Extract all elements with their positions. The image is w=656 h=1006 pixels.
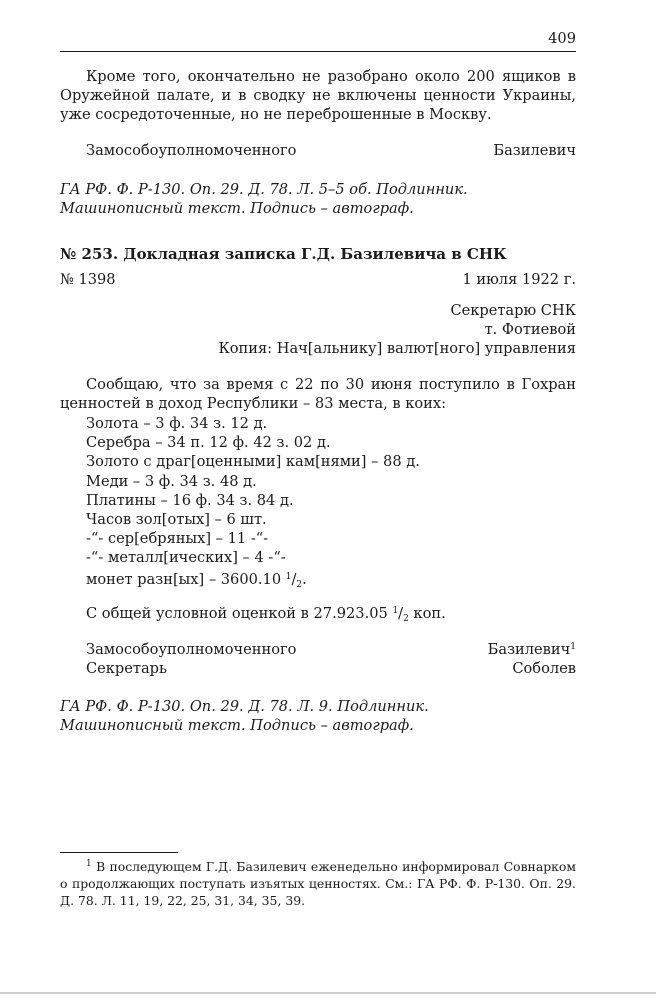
signature-name: Базилевич	[493, 142, 576, 159]
doc-number-date-row	[60, 270, 576, 289]
list-item: Серебра – 34 п. 12 ф. 42 з. 02 д.	[86, 434, 331, 452]
source-line: Машинописный текст. Подпись – автограф.	[60, 717, 414, 734]
list-item: Платины – 16 ф. 34 з. 84 д.	[86, 491, 294, 509]
signature-name: Базилевич$^1$	[487, 641, 576, 658]
addressee-block	[60, 301, 576, 358]
signature-row-3	[60, 659, 576, 678]
archive-source-1	[60, 180, 576, 218]
footnote	[60, 858, 576, 909]
signature-row-1	[60, 141, 576, 160]
page-number: 409	[548, 30, 576, 47]
signature-row-2	[60, 640, 576, 659]
page-bottom-edge	[0, 992, 656, 994]
addressee-line: Секретарю СНК	[450, 302, 576, 319]
signature-name: Соболев	[512, 660, 576, 677]
list-item: -“- сер[ебряных] – 11 -“-	[86, 530, 269, 548]
footnote-number: 1	[86, 859, 92, 869]
signature-role: Замособоуполномоченного	[86, 641, 297, 658]
list-item: Золото с драг[оценными] кам[нями] – 88 д.	[86, 453, 420, 471]
list-item-coins: монет разн[ых] – 3600.10 $^1/_2$.	[86, 570, 307, 590]
valuables-list	[86, 414, 566, 595]
archive-source-2	[60, 697, 576, 735]
list-item: Меди – 3 ф. 34 з. 48 д.	[86, 472, 257, 490]
source-line: Машинописный текст. Подпись – автограф.	[60, 200, 414, 217]
footnote-mark: 1	[570, 642, 576, 652]
signature-role: Секретарь	[86, 660, 167, 677]
doc-number: № 1398	[60, 271, 116, 288]
list-item: -“- металл[ических] – 4 -“-	[86, 549, 286, 567]
addressee-line: т. Фотиевой	[484, 321, 576, 338]
list-item: Золота – 3 ф. 34 з. 12 д.	[86, 415, 268, 432]
report-intro: Сообщаю, что за время с 22 по 30 июня поступило в Гохран ценностей в доход Республики – 83 места, в коих:	[60, 376, 576, 412]
doc-date: 1 июля 1922 г.	[462, 271, 576, 288]
source-line: ГА РФ. Ф. Р-130. Оп. 29. Д. 78. Л. 9. Подлинник.	[60, 698, 429, 715]
source-line: ГА РФ. Ф. Р-130. Оп. 29. Д. 78. Л. 5–5 об. Подлинник.	[60, 181, 468, 198]
header-rule	[60, 51, 576, 52]
list-item: Часов зол[отых] – 6 шт.	[86, 511, 267, 529]
signature-role: Замособоуполномоченного	[86, 142, 297, 159]
top-paragraph: Кроме того, окончательно не разобрано около 200 ящиков в Оружейной палате, и в сводку не включены ценности Украины, уже сосредоточенные, но не переброшенные в Москву.	[60, 68, 576, 123]
footnote-text: В последующем Г.Д. Базилевич еженедельно информировал Совнарком о продолжающих поступать изъятых ценностях. См.: ГА РФ. Ф. Р-130. Оп. 29. Д. 78. Л. 11, 19, 22, 25, 31, 34, 35, 39.	[60, 859, 576, 908]
document-heading: № 253. Докладная записка Г.Д. Базилевича в СНК	[60, 245, 507, 263]
total-valuation: С общей условной оценкой в 27.923.05 $^1/_2$ коп.	[86, 605, 446, 624]
addressee-line: Копия: Нач[альнику] валют[ного] управления	[218, 340, 576, 357]
footnote-rule	[60, 852, 178, 853]
